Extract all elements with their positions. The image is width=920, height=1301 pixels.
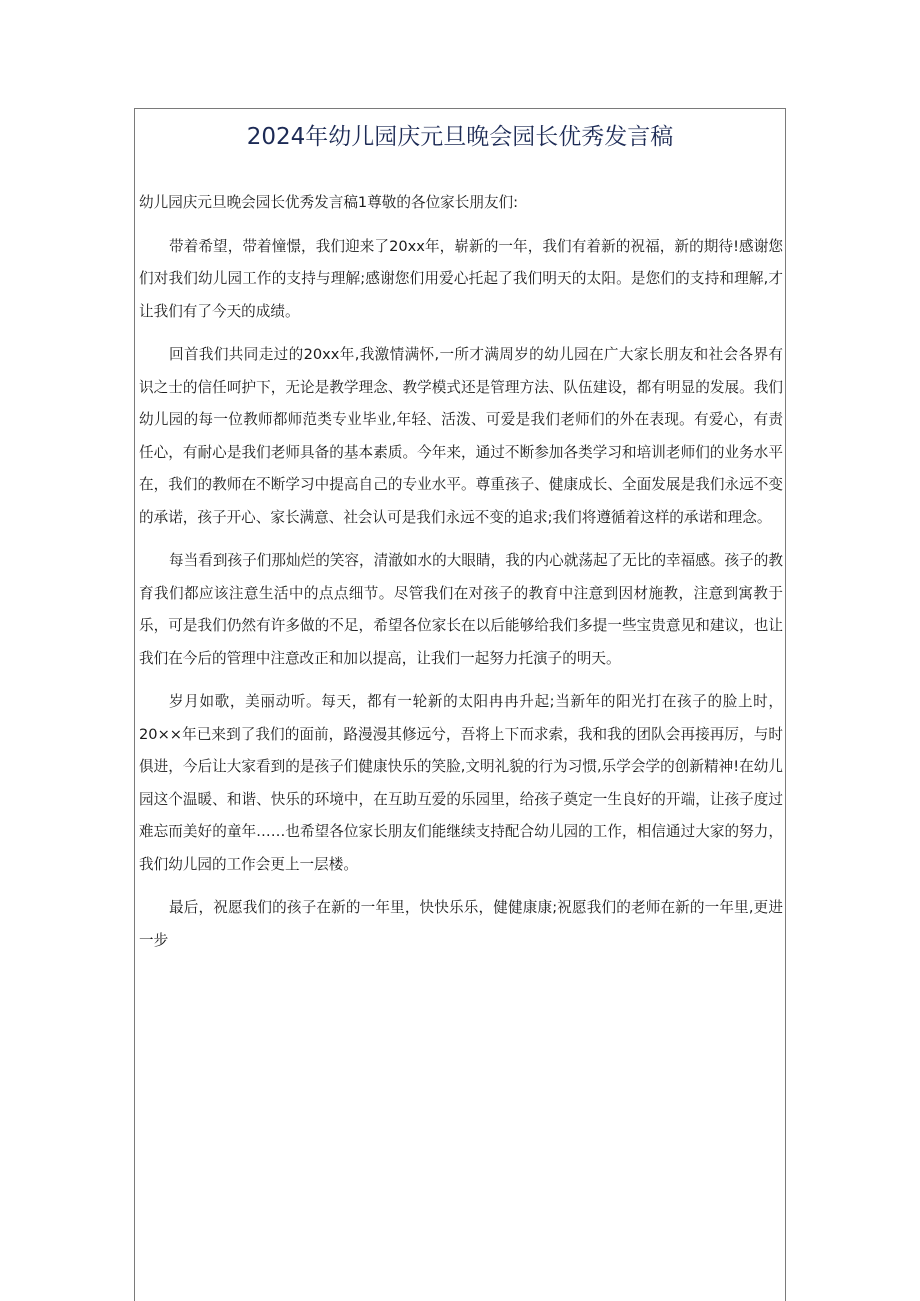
body-paragraph-4: 岁月如歌，美丽动听。每天，都有一轮新的太阳冉冉升起;当新年的阳光打在孩子的脸上时，20××年已来到了我们的面前，路漫漫其修远兮，吾将上下而求索，我和我的团队会再接再厉，与时俱进，今后让大家看到的是孩子们健康快乐的笑脸,文明礼貌的行为习惯,乐学会学的创新精神!在幼儿园这个温暖、和谐、快乐的环境中，在互助互爱的乐园里，给孩子奠定一生良好的开端，让孩子度过难忘而美好的童年……也希望各位家长朋友们能继续支持配合幼儿园的工作，相信通过大家的努力，我们幼儿园的工作会更上一层楼。: [139, 693, 783, 873]
document-page: [134, 108, 786, 1301]
body-paragraph-2: 回首我们共同走过的20xx年,我激情满怀,一所才满周岁的幼儿园在广大家长朋友和社会各界有识之士的信任呵护下，无论是教学理念、教学模式还是管理方法、队伍建设，都有明显的发展。我们幼儿园的每一位教师都师范类专业毕业,年轻、活泼、可爱是我们老师们的外在表现。有爱心，有责任心，有耐心是我们老师具备的基本素质。今年来，通过不断参加各类学习和培训老师们的业务水平在，我们的教师在不断学习中提高自己的专业水平。尊重孩子、健康成长、全面发展是我们永远不变的承诺，孩子开心、家长满意、社会认可是我们永远不变的追求;我们将遵循着这样的承诺和理念。: [139, 346, 783, 526]
body-paragraph-1: 带着希望，带着憧憬，我们迎来了20xx年，崭新的一年，我们有着新的祝福，新的期待!感谢您们对我们幼儿园工作的支持与理解;感谢您们用爱心托起了我们明天的太阳。是您们的支持和理解,才让我们有了今天的成绩。: [139, 237, 783, 320]
document-title: 2024年幼儿园庆元旦晚会园长优秀发言稿: [246, 124, 674, 150]
document-body: [139, 187, 783, 957]
body-paragraph-3: 每当看到孩子们那灿烂的笑容，清澈如水的大眼睛，我的内心就荡起了无比的幸福感。孩子的教育我们都应该注意生活中的点点细节。尽管我们在对孩子的教育中注意到因材施教，注意到寓教于乐，可是我们仍然有许多做的不足，希望各位家长在以后能够给我们多提一些宝贵意见和建议，也让我们在今后的管理中注意改正和加以提高，让我们一起努力托演子的明天。: [139, 552, 783, 667]
body-paragraph-5: 最后，祝愿我们的孩子在新的一年里，快快乐乐，健健康康;祝愿我们的老师在新的一年里,更进一步: [139, 899, 783, 949]
salutation-paragraph: 幼儿园庆元旦晚会园长优秀发言稿1尊敬的各位家长朋友们:: [139, 194, 519, 211]
